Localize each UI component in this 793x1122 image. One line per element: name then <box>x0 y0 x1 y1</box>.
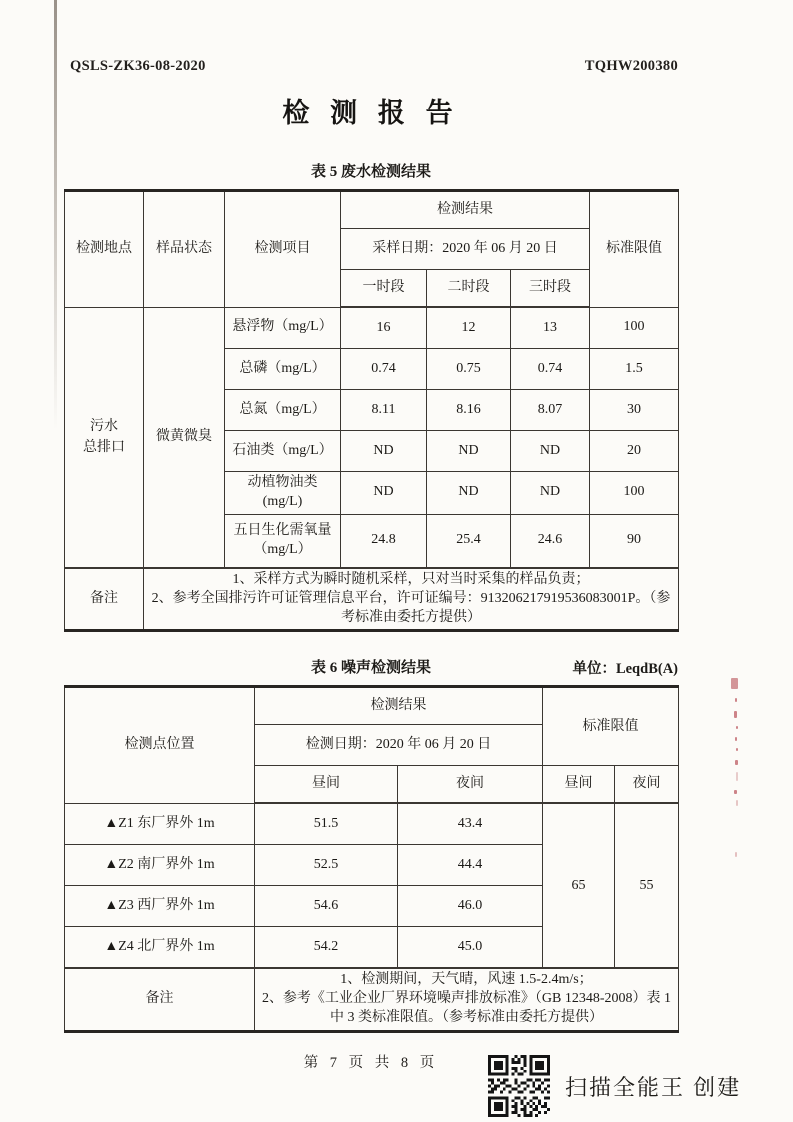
cell-limit: 100 <box>590 472 679 515</box>
sampling-location <box>65 307 144 568</box>
cell-limit: 90 <box>590 514 679 568</box>
cell-value: ND <box>427 431 511 472</box>
cell-limit: 1.5 <box>590 349 679 390</box>
item-name: 总氮（mg/L） <box>225 390 341 431</box>
point-position: ▲Z4 北厂界外 1m <box>65 927 255 969</box>
col-header-nighttime: 夜间 <box>398 766 543 804</box>
scanner-watermark <box>488 1055 741 1117</box>
wastewater-results-table <box>64 189 679 632</box>
cell-value: 46.0 <box>398 886 543 927</box>
page-number: 第 7 页 共 8 页 <box>303 1055 439 1072</box>
cell-value: 54.6 <box>255 886 398 927</box>
cell-limit: 20 <box>590 431 679 472</box>
remark-line-1: 1、采样方式为瞬时随机采样，只对当时采集的样品负责； <box>232 571 590 587</box>
cell-value: 8.11 <box>341 390 427 431</box>
cell-value: 24.8 <box>341 514 427 568</box>
remark-text <box>144 568 679 631</box>
cell-limit: 30 <box>590 390 679 431</box>
item-name: 石油类（mg/L） <box>225 431 341 472</box>
report-title: 检 测 报 告 <box>282 98 460 128</box>
col-header-limit: 标准限值 <box>543 687 679 766</box>
location-line-1: 污水 <box>90 419 118 435</box>
remark-line-1: 1、检测期间，天气晴，风速 1.5-2.4m/s； <box>340 972 593 988</box>
report-code-left: QSLS-ZK36-08-2020 <box>70 58 206 74</box>
cell-value: 45.0 <box>398 927 543 969</box>
cell-value: ND <box>511 472 590 515</box>
cell-value: 52.5 <box>255 845 398 886</box>
cell-value: 54.2 <box>255 927 398 969</box>
scanner-credit: 扫描全能王 创建 <box>565 1074 742 1100</box>
cell-value: ND <box>427 472 511 515</box>
col-header-sample-state: 样品状态 <box>144 191 225 308</box>
cell-value: 16 <box>341 307 427 349</box>
table-row <box>65 803 679 845</box>
cell-value: 8.16 <box>427 390 511 431</box>
remark-line-2: 2、参考全国排污许可证管理信息平台，许可证编号：913206217919536083001P。（参考标准由委托方提供） <box>151 590 671 625</box>
point-position: ▲Z1 东厂界外 1m <box>65 803 255 845</box>
sample-date: 采样日期：2020 年 06 月 20 日 <box>341 229 590 270</box>
cell-value: ND <box>341 431 427 472</box>
cell-value: 44.4 <box>398 845 543 886</box>
point-position: ▲Z2 南厂界外 1m <box>65 845 255 886</box>
cell-value: 25.4 <box>427 514 511 568</box>
item-name: 五日生化需氧量（mg/L） <box>225 514 341 568</box>
remark-text <box>255 968 679 1031</box>
col-header-limit-daytime: 昼间 <box>543 766 615 804</box>
limit-nighttime: 55 <box>615 803 679 968</box>
col-header-item: 检测项目 <box>225 191 341 308</box>
cell-value: 0.75 <box>427 349 511 390</box>
table6-caption: 表 6 噪声检测结果 <box>310 660 431 677</box>
item-name: 悬浮物（mg/L） <box>225 307 341 349</box>
remark-label: 备注 <box>65 568 144 631</box>
remark-row <box>65 568 679 631</box>
col-header-period-1: 一时段 <box>341 270 427 308</box>
sample-state-value: 微黄微臭 <box>144 307 225 568</box>
cell-value: 12 <box>427 307 511 349</box>
table-row <box>65 307 679 349</box>
cell-value: 51.5 <box>255 803 398 845</box>
cell-value: 0.74 <box>511 349 590 390</box>
col-header-limit-nighttime: 夜间 <box>615 766 679 804</box>
col-header-daytime: 昼间 <box>255 766 398 804</box>
cell-value: 24.6 <box>511 514 590 568</box>
report-code-right: TQHW200380 <box>584 58 678 74</box>
cell-value: 13 <box>511 307 590 349</box>
table6-caption-row <box>64 656 678 677</box>
remark-row <box>65 968 679 1031</box>
table5-caption: 表 5 废水检测结果 <box>310 164 431 180</box>
noise-results-table <box>64 685 679 1033</box>
col-header-period-3: 三时段 <box>511 270 590 308</box>
document-codes <box>70 58 678 75</box>
remark-label: 备注 <box>65 968 255 1031</box>
test-date: 检测日期：2020 年 06 月 20 日 <box>255 725 543 766</box>
cell-value: 43.4 <box>398 803 543 845</box>
cell-value: ND <box>511 431 590 472</box>
col-header-period-2: 二时段 <box>427 270 511 308</box>
col-header-limit: 标准限值 <box>590 191 679 308</box>
col-header-location: 检测地点 <box>65 191 144 308</box>
col-header-point-position: 检测点位置 <box>65 687 255 804</box>
location-line-2: 总排口 <box>83 440 125 456</box>
item-name: 总磷（mg/L） <box>225 349 341 390</box>
qr-code-icon <box>488 1055 550 1117</box>
cell-limit: 100 <box>590 307 679 349</box>
table6-unit: 单位：LeqdB(A) <box>572 661 678 678</box>
col-header-result: 检测结果 <box>341 191 590 229</box>
col-header-result: 检测结果 <box>255 687 543 725</box>
cell-value: ND <box>341 472 427 515</box>
limit-daytime: 65 <box>543 803 615 968</box>
remark-line-2: 2、参考《工业企业厂界环境噪声排放标准》（GB 12348-2008）表 1 中 3 类标准限值。（参考标准由委托方提供） <box>261 991 672 1026</box>
point-position: ▲Z3 西厂界外 1m <box>65 886 255 927</box>
item-name: 动植物油类(mg/L) <box>225 472 341 515</box>
page-edge-shadow <box>54 0 57 430</box>
cell-value: 0.74 <box>341 349 427 390</box>
cell-value: 8.07 <box>511 390 590 431</box>
